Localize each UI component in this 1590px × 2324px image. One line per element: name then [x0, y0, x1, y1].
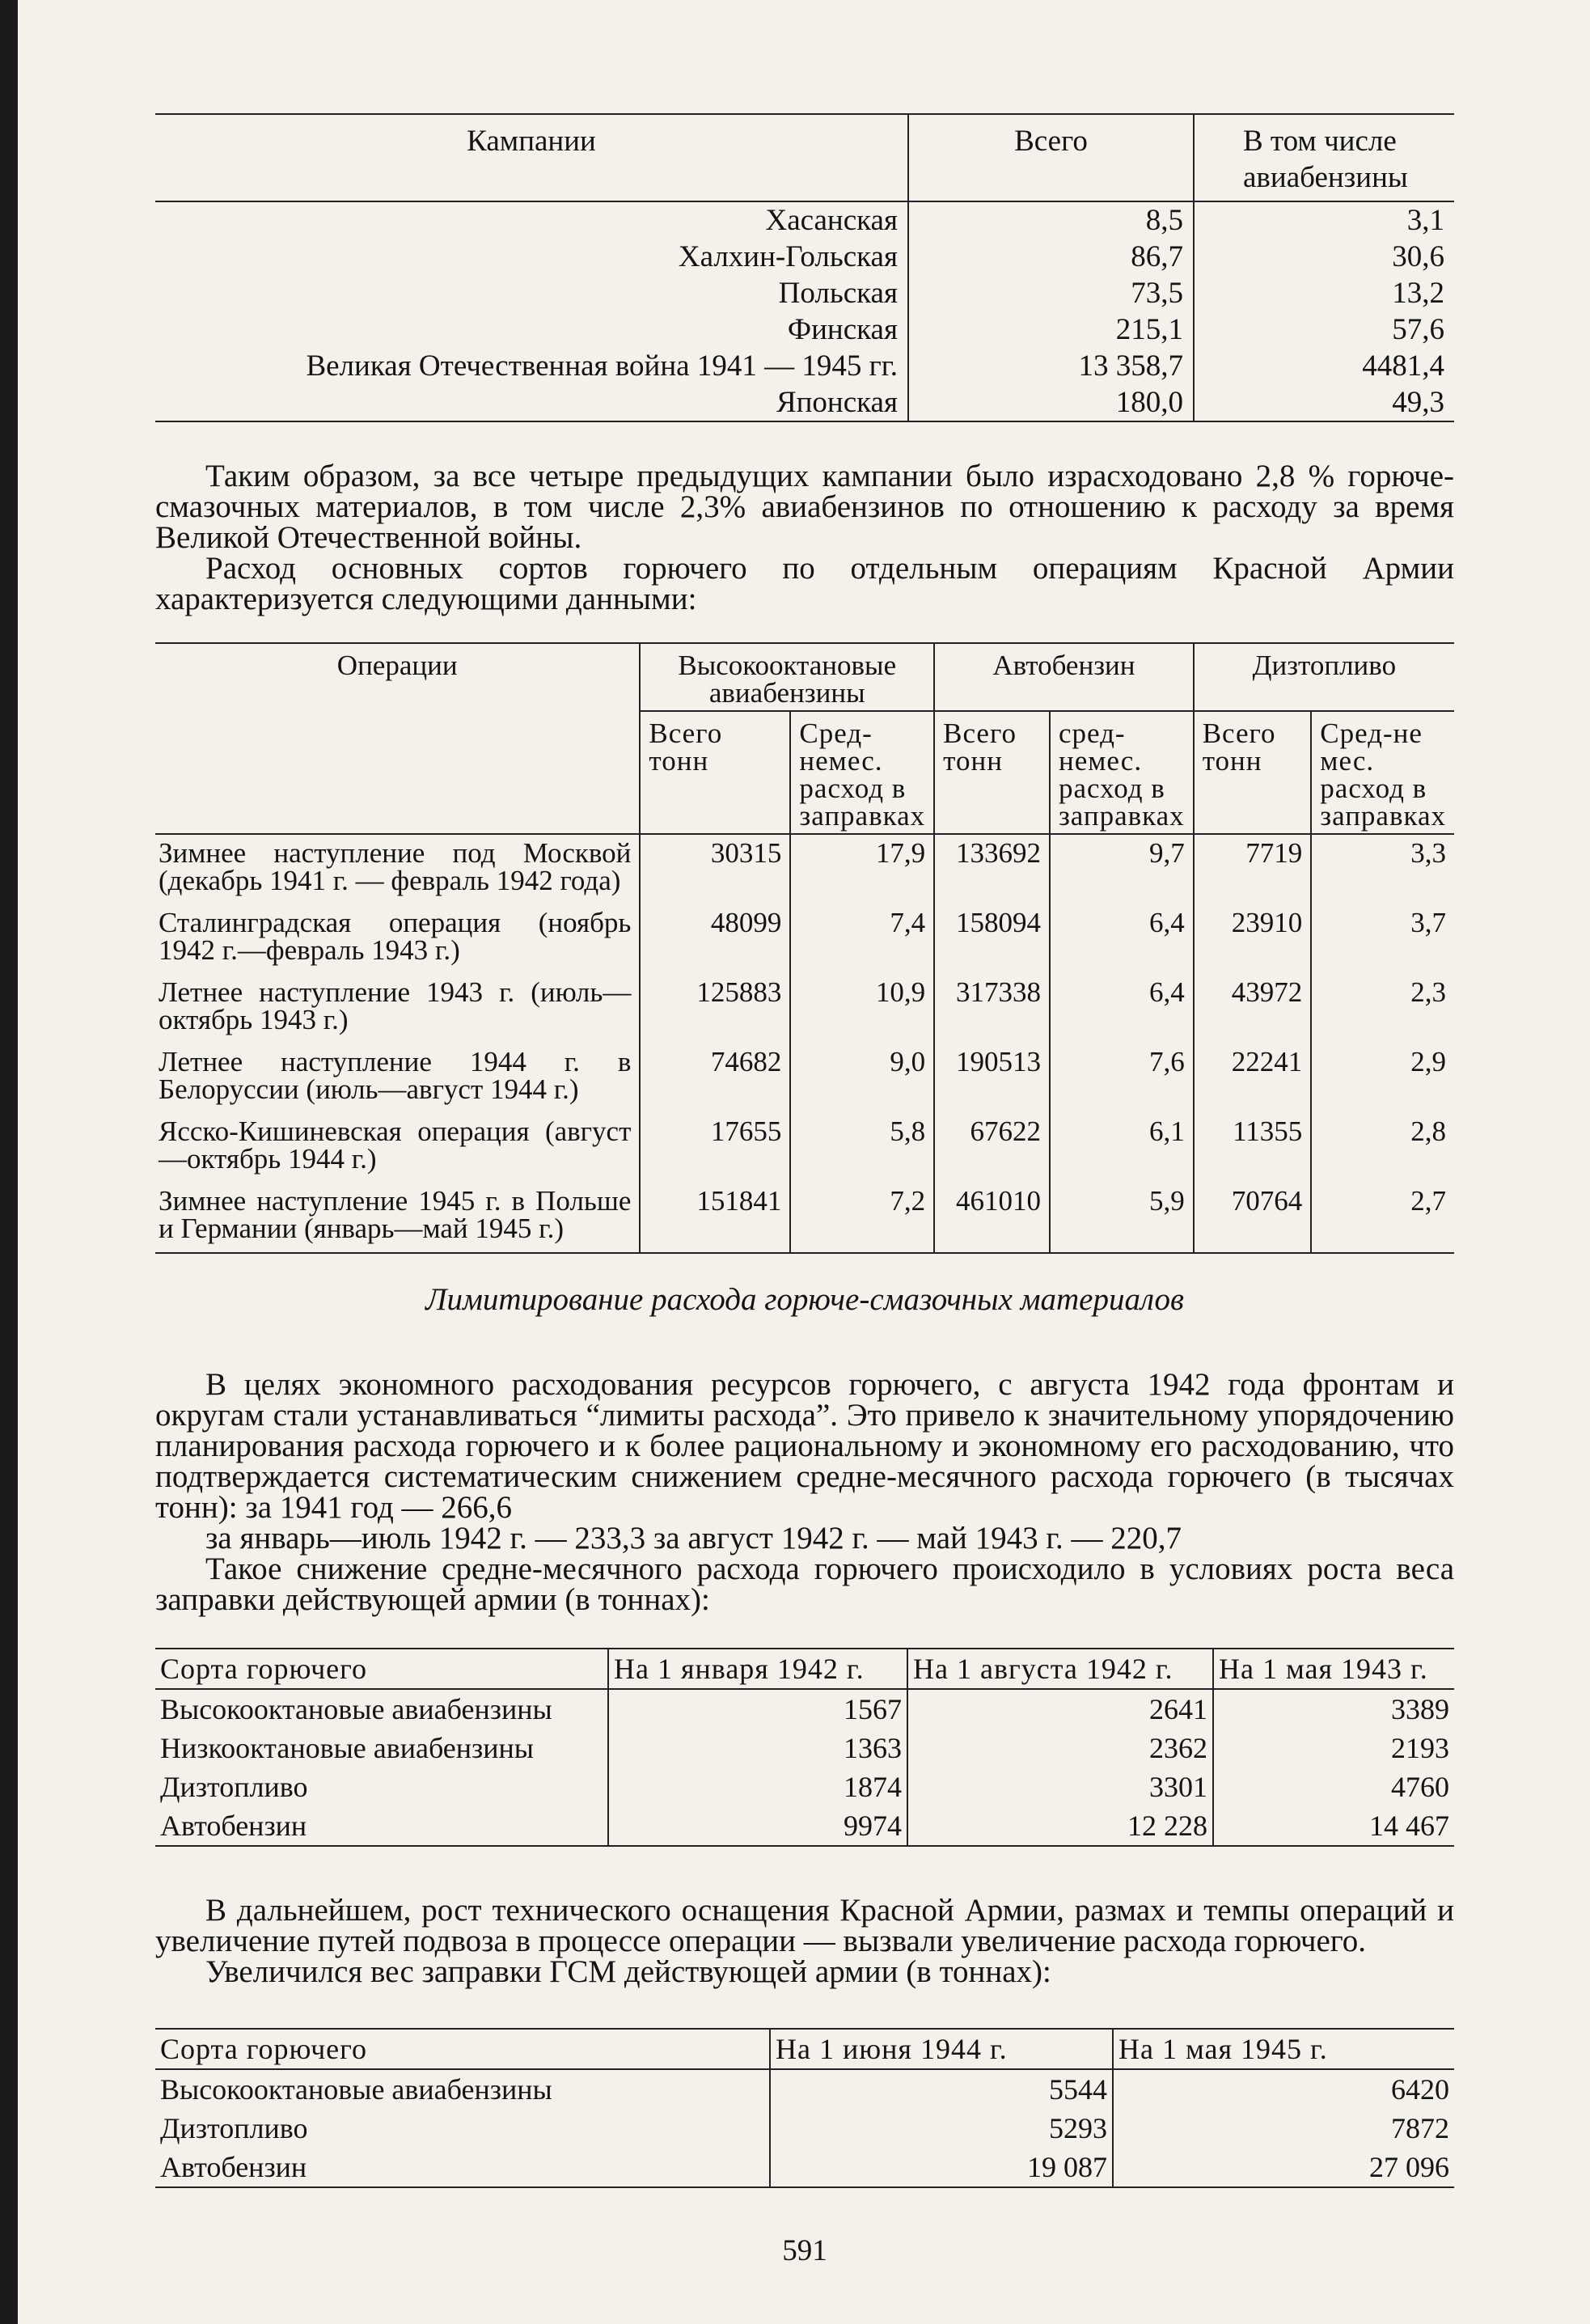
- campaign-name: Халхин-Гольская: [678, 240, 898, 273]
- campaign-avia: 13,2: [1194, 275, 1454, 311]
- subheader-avg: Сред-немес. расход в заправках: [790, 711, 934, 834]
- subheader-total: Всего тонн: [934, 711, 1050, 834]
- col-header-total: Всего: [908, 114, 1194, 201]
- cell: 5,8: [790, 1113, 934, 1183]
- cell: 5293: [770, 2109, 1113, 2148]
- cell: 7,6: [1050, 1043, 1194, 1113]
- cell: 1874: [608, 1767, 907, 1806]
- campaign-avia: 49,3: [1194, 384, 1454, 421]
- table-row: [155, 2109, 1454, 2148]
- fuel-name: Автобензин: [160, 2151, 307, 2183]
- col-header-avia: В том числе авиабензины: [1194, 114, 1454, 201]
- table-row: [155, 2069, 1454, 2109]
- cell: 317338: [934, 974, 1050, 1043]
- table-row: [155, 348, 1454, 384]
- operation-name: Летнее наступление 1944 г. в Белоруссии (июль—август 1944 г.): [159, 1046, 632, 1105]
- operation-name: Зимнее наступление под Москвой (декабрь 1941 г. — февраль 1942 года): [159, 837, 632, 896]
- operation-name: Сталинградская операция (ноябрь 1942 г.—февраль 1943 г.): [159, 907, 632, 966]
- cell: 6,1: [1050, 1113, 1194, 1183]
- campaign-avia: 57,6: [1194, 311, 1454, 348]
- cell: 14 467: [1213, 1806, 1454, 1846]
- cell: 3301: [907, 1767, 1213, 1806]
- campaign-avia: 30,6: [1194, 239, 1454, 275]
- fuel-name: Высокооктановые авиабензины: [160, 1693, 552, 1725]
- fuel-name: Автобензин: [160, 1810, 307, 1842]
- cell: 7872: [1113, 2109, 1454, 2148]
- table-row: [155, 201, 1454, 239]
- cell: 2,9: [1311, 1043, 1454, 1113]
- col-group-high-octane: Высокооктановые авиабензины: [640, 643, 934, 711]
- cell: 158094: [934, 904, 1050, 974]
- cell: 7,2: [790, 1183, 934, 1253]
- col-header-fuel: Сорта горючего: [155, 1649, 608, 1689]
- fuel-name: Дизтопливо: [160, 1771, 308, 1803]
- cell: 74682: [640, 1043, 790, 1113]
- paragraph: Увеличился вес заправки ГСМ действующей армии (в тоннах):: [205, 1954, 1051, 1989]
- cell: 2641: [907, 1689, 1213, 1729]
- paragraph: Таким образом, за все четыре предыдущих кампании было израсходовано 2,8 % горюче-смазочных материалов, в том числе 2,3% авиабензинов по отношению к расходу за время Великой Отечественной войны.: [155, 459, 1454, 555]
- fuel-name: Высокооктановые авиабензины: [160, 2073, 552, 2106]
- cell: 7719: [1194, 834, 1312, 904]
- cell: 4760: [1213, 1767, 1454, 1806]
- table-row: [155, 834, 1454, 904]
- table-row: [155, 384, 1454, 421]
- table-row: [155, 311, 1454, 348]
- cell: 6420: [1113, 2069, 1454, 2109]
- cell: 23910: [1194, 904, 1312, 974]
- campaign-name: Финская: [787, 313, 898, 346]
- campaign-total: 13 358,7: [908, 348, 1194, 384]
- cell: 48099: [640, 904, 790, 974]
- paragraph: Такое снижение средне-месячного расхода горючего происходило в условиях роста веса заправки действующей армии (в тоннах):: [155, 1551, 1454, 1617]
- fuel-name: Низкооктановые авиабензины: [160, 1732, 534, 1764]
- fuel-reserve-table-1942: [155, 1648, 1454, 1847]
- cell: 3,3: [1311, 834, 1454, 904]
- campaign-total: 86,7: [908, 239, 1194, 275]
- cell: 43972: [1194, 974, 1312, 1043]
- col-header-date: На 1 мая 1943 г.: [1213, 1649, 1454, 1689]
- cell: 190513: [934, 1043, 1050, 1113]
- paragraph: Расход основных сортов горючего по отдельным операциям Красной Армии характеризуется следующими данными:: [155, 551, 1454, 616]
- cell: 2,3: [1311, 974, 1454, 1043]
- col-header-fuel: Сорта горючего: [155, 2029, 770, 2069]
- col-header-date: На 1 мая 1945 г.: [1113, 2029, 1454, 2069]
- paragraph: В целях экономного расходования ресурсов горючего, с августа 1942 года фронтам и округам стали устанавливаться “лимиты расхода”. Это привело к значительному упорядочению планирования расхода горючего и к более рациональному и экономному его расходованию, что подтверждается систематическим снижением средне-месячного расхода горючего (в тысячах тонн): за 1941 год — 266,6: [155, 1367, 1454, 1525]
- table-row: [155, 239, 1454, 275]
- subheader-total: Всего тонн: [640, 711, 790, 834]
- campaign-total: 73,5: [908, 275, 1194, 311]
- subheader-avg: сред-немес. расход в заправках: [1050, 711, 1194, 834]
- page-number: 591: [782, 2234, 827, 2267]
- campaign-name: Великая Отечественная война 1941 — 1945 гг.: [306, 349, 898, 383]
- cell: 17,9: [790, 834, 934, 904]
- cell: 133692: [934, 834, 1050, 904]
- table-row: [155, 904, 1454, 974]
- cell: 22241: [1194, 1043, 1312, 1113]
- table-row: [155, 1729, 1454, 1767]
- cell: 3,7: [1311, 904, 1454, 974]
- table-row: [155, 974, 1454, 1043]
- col-header-campaigns: Кампании: [155, 114, 908, 201]
- campaign-total: 215,1: [908, 311, 1194, 348]
- cell: 3389: [1213, 1689, 1454, 1729]
- cell: 27 096: [1113, 2148, 1454, 2187]
- cell: 9,0: [790, 1043, 934, 1113]
- cell: 1363: [608, 1729, 907, 1767]
- cell: 2,8: [1311, 1113, 1454, 1183]
- table-row: [155, 275, 1454, 311]
- campaign-avia: 4481,4: [1194, 348, 1454, 384]
- table-row: [155, 1806, 1454, 1846]
- subheader-total: Всего тонн: [1194, 711, 1312, 834]
- scan-edge: [0, 0, 18, 2324]
- cell: 9,7: [1050, 834, 1194, 904]
- cell: 5544: [770, 2069, 1113, 2109]
- col-header-date: На 1 августа 1942 г.: [907, 1649, 1213, 1689]
- cell: 2362: [907, 1729, 1213, 1767]
- campaign-total: 8,5: [908, 201, 1194, 239]
- campaign-avia: 3,1: [1194, 201, 1454, 239]
- col-header-date: На 1 января 1942 г.: [608, 1649, 907, 1689]
- cell: 461010: [934, 1183, 1050, 1253]
- paragraph: за январь—июль 1942 г. — 233,3 за август 1942 г. — май 1943 г. — 220,7: [205, 1521, 1182, 1556]
- cell: 17655: [640, 1113, 790, 1183]
- section-heading: Лимитирование расхода горюче-смазочных материалов: [425, 1282, 1184, 1317]
- campaign-name: Японская: [776, 386, 898, 419]
- col-header-operations: Операции: [336, 650, 458, 681]
- col-header-date: На 1 июня 1944 г.: [770, 2029, 1113, 2069]
- page-content: [155, 113, 1454, 2268]
- table-row: [155, 1043, 1454, 1113]
- campaign-name: Польская: [778, 277, 898, 310]
- cell: 5,9: [1050, 1183, 1194, 1253]
- table-row: [155, 1689, 1454, 1729]
- cell: 67622: [934, 1113, 1050, 1183]
- cell: 7,4: [790, 904, 934, 974]
- table-row: [155, 1183, 1454, 1253]
- operation-name: Зимнее наступление 1945 г. в Польше и Германии (январь—май 1945 г.): [159, 1185, 632, 1244]
- operations-table: [155, 642, 1454, 1254]
- cell: 151841: [640, 1183, 790, 1253]
- cell: 6,4: [1050, 974, 1194, 1043]
- cell: 2,7: [1311, 1183, 1454, 1253]
- col-group-diesel: Дизтопливо: [1194, 643, 1454, 711]
- col-group-autogasoline: Автобензин: [934, 643, 1194, 711]
- cell: 9974: [608, 1806, 907, 1846]
- table-row: [155, 1113, 1454, 1183]
- operation-name: Летнее наступление 1943 г. (июль—октябрь 1943 г.): [159, 976, 632, 1035]
- cell: 19 087: [770, 2148, 1113, 2187]
- cell: 11355: [1194, 1113, 1312, 1183]
- fuel-name: Дизтопливо: [160, 2112, 308, 2144]
- subheader-avg: Сред-не мес. расход в заправках: [1311, 711, 1454, 834]
- campaigns-table: [155, 113, 1454, 422]
- cell: 1567: [608, 1689, 907, 1729]
- table-row: [155, 2148, 1454, 2187]
- campaign-name: Хасанская: [765, 204, 898, 237]
- cell: 30315: [640, 834, 790, 904]
- cell: 10,9: [790, 974, 934, 1043]
- cell: 12 228: [907, 1806, 1213, 1846]
- paragraph: В дальнейшем, рост технического оснащения Красной Армии, размах и темпы операций и увеличение путей подвоза в процессе операции — вызвали увеличение расхода горючего.: [155, 1893, 1454, 1958]
- cell: 70764: [1194, 1183, 1312, 1253]
- table-row: [155, 1767, 1454, 1806]
- campaign-total: 180,0: [908, 384, 1194, 421]
- fuel-reserve-table-1944: [155, 2028, 1454, 2188]
- cell: 6,4: [1050, 904, 1194, 974]
- cell: 2193: [1213, 1729, 1454, 1767]
- operation-name: Ясско-Кишиневская операция (август—октябрь 1944 г.): [159, 1115, 632, 1175]
- cell: 125883: [640, 974, 790, 1043]
